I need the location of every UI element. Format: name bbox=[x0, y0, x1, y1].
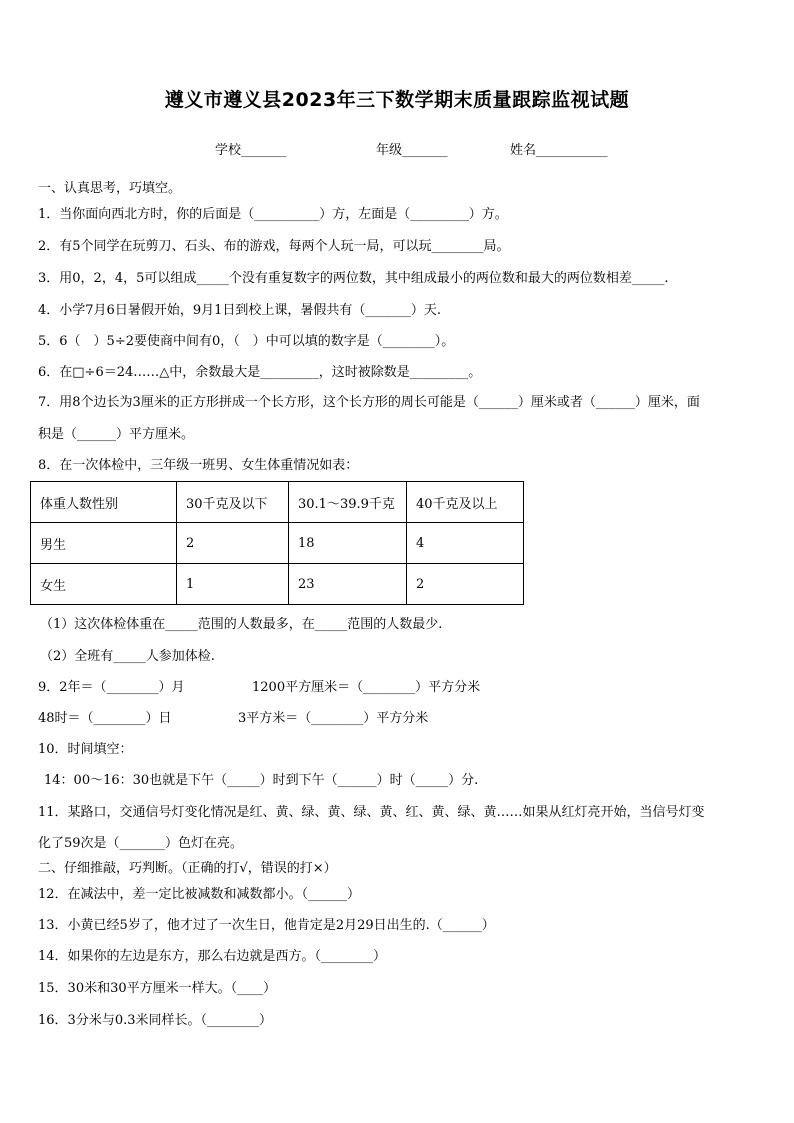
table-header-cell: 30.1～39.9千克 bbox=[289, 482, 407, 523]
school-field: 学校_______ bbox=[215, 143, 287, 158]
table-row bbox=[31, 523, 524, 564]
question-9-a: 9．2年＝（________）月 bbox=[38, 680, 185, 695]
question-8: 8．在一次体检中，三年级一班男、女生体重情况如表： bbox=[38, 458, 359, 473]
question-2: 2．有5个同学在玩剪刀、石头、布的游戏，每两个人玩一局，可以玩________局。 bbox=[38, 239, 510, 254]
table-cell: 18 bbox=[289, 523, 407, 564]
question-7-line-2: 积是（______）平方厘米。 bbox=[38, 427, 195, 442]
question-3: 3．用0，2，4，5可以组成_____个没有重复数字的两位数，其中组成最小的两位数和最大的两位数相差_____. bbox=[38, 271, 669, 286]
table-cell: 23 bbox=[289, 564, 407, 605]
question-9-c: 48时＝（________）日 bbox=[38, 711, 172, 726]
question-16: 16．3分米与0.3米同样长。（________） bbox=[38, 1013, 272, 1028]
question-15: 15．30米和30平方厘米一样大。（____） bbox=[38, 981, 277, 996]
question-13: 13．小黄已经5岁了，他才过了一次生日，他肯定是2月29日出生的.（______） bbox=[38, 918, 495, 933]
question-8-sub-1: （1）这次体检体重在_____范围的人数最多，在_____范围的人数最少. bbox=[40, 617, 443, 632]
question-12: 12．在减法中，差一定比被减数和减数都小。（______） bbox=[38, 887, 361, 902]
question-9-b: 1200平方厘米＝（________）平方分米 bbox=[252, 680, 481, 695]
question-10-sub: 14：00～16：30也就是下午（_____）时到下午（______）时（_____）分. bbox=[44, 773, 479, 788]
question-1: 1．当你面向西北方时，你的后面是（__________）方，左面是（_________）方。 bbox=[38, 207, 508, 222]
question-4: 4．小学7月6日暑假开始，9月1日到校上课，暑假共有（_______）天. bbox=[38, 303, 441, 318]
question-14: 14．如果你的左边是东方，那么右边就是西方。（________） bbox=[38, 949, 387, 964]
question-5: 5．6（ ）5÷2要使商中间有0，（ ）中可以填的数字是（________）。 bbox=[38, 334, 455, 349]
section-2-title: 二、仔细推敲，巧判断。（正确的打√，错误的打×） bbox=[38, 861, 337, 876]
question-6: 6．在□÷6＝24……△中，余数最大是_________，这时被除数是_________。 bbox=[38, 365, 482, 380]
weight-table bbox=[30, 481, 524, 605]
table-cell: 女生 bbox=[31, 564, 177, 605]
question-11-line-2: 化了59次是（_______）色灯在亮。 bbox=[38, 836, 244, 851]
table-row bbox=[31, 564, 524, 605]
table-header-cell: 30千克及以下 bbox=[177, 482, 289, 523]
table-cell: 1 bbox=[177, 564, 289, 605]
table-cell: 男生 bbox=[31, 523, 177, 564]
table-header-cell: 体重人数性别 bbox=[31, 482, 177, 523]
question-10: 10．时间填空： bbox=[38, 742, 133, 757]
page-title: 遵义市遵义县2023年三下数学期末质量跟踪监视试题 bbox=[164, 89, 630, 111]
grade-field: 年级_______ bbox=[376, 143, 448, 158]
table-cell: 2 bbox=[177, 523, 289, 564]
table-cell: 4 bbox=[407, 523, 524, 564]
name-field: 姓名___________ bbox=[510, 143, 608, 158]
question-7-line-1: 7．用8个边长为3厘米的正方形拼成一个长方形，这个长方形的周长可能是（______）厘米或者（______）厘米，面 bbox=[38, 395, 700, 410]
question-11-line-1: 11．某路口，交通信号灯变化情况是红、黄、绿、黄、绿、黄、红、黄、绿、黄……如果从红灯亮开始，当信号灯变 bbox=[38, 805, 705, 820]
question-9-d: 3平方米＝（________）平方分米 bbox=[238, 711, 429, 726]
table-cell: 2 bbox=[407, 564, 524, 605]
table-header-cell: 40千克及以上 bbox=[407, 482, 524, 523]
section-1-title: 一、认真思考，巧填空。 bbox=[38, 181, 182, 196]
question-8-sub-2: （2）全班有_____人参加体检. bbox=[40, 649, 215, 664]
table-header-row bbox=[31, 482, 524, 523]
